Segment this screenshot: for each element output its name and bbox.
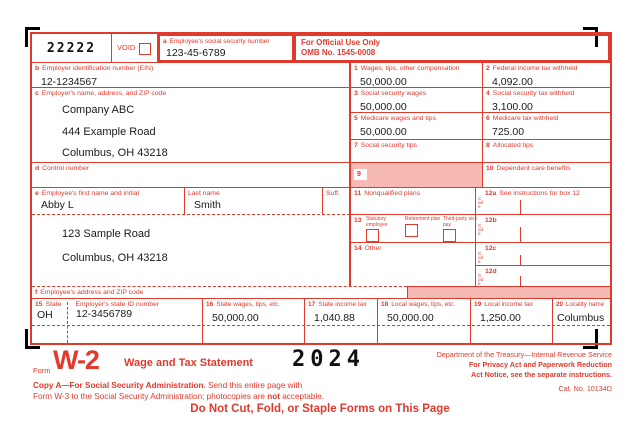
box-2-num: 2: [486, 65, 490, 72]
divider: [377, 325, 378, 343]
box-12b: [475, 214, 610, 242]
copy-a-rest: Send this entire page with: [205, 381, 303, 390]
box-11-label: Nonqualified plans: [364, 190, 421, 197]
box-12a-code-label: Code: [478, 196, 484, 209]
treasury-block: [437, 350, 612, 394]
ein-value[interactable]: 12-1234567: [41, 76, 98, 88]
box-12c-amount-divider: [520, 255, 521, 265]
statutory-employee-label: Statutory employee: [366, 216, 388, 228]
privacy-line2: Act Notice, see the separate instructions.: [471, 370, 612, 379]
box-3-num: 3: [354, 90, 358, 97]
employer-street[interactable]: 444 Example Road: [62, 126, 156, 138]
divider: [470, 325, 471, 343]
copy-a-line2-pre: Form W-3 to the Social Security Administration; photocopies are: [33, 392, 268, 401]
box-6-num: 6: [486, 115, 490, 122]
box-e-suffix: [322, 187, 350, 214]
divider: [552, 325, 553, 343]
box-12a-label: See instructions for box 12: [499, 190, 580, 197]
box-2-federal-tax: [482, 62, 610, 87]
box-f-num: f: [35, 289, 38, 296]
box-10-dependent-care: [482, 162, 610, 187]
void-cell: [112, 34, 158, 62]
box-16-label: State wages, tips, etc.: [216, 301, 280, 308]
state-row-2-empty: [32, 325, 610, 343]
box-6-value[interactable]: 725.00: [492, 126, 525, 138]
box-4-ss-tax: [482, 87, 610, 112]
copy-a-line2: [33, 391, 324, 402]
statutory-employee-checkbox[interactable]: [366, 229, 379, 242]
form-code-value: 22222: [46, 41, 97, 56]
box-15-state: [32, 298, 202, 325]
box-14-label: Other: [364, 245, 382, 252]
box-5-num: 5: [354, 115, 358, 122]
box-12b-code-label: Code: [478, 223, 484, 236]
box-c-num: c: [35, 90, 39, 97]
box-10-label: Dependent care benefits: [496, 165, 571, 172]
privacy-line1: For Privacy Act and Paperwork Reduction: [468, 360, 612, 369]
box-3-ss-wages: [350, 87, 482, 112]
box-11-nonqualified-plans: [350, 187, 475, 214]
box-20-num: 20: [556, 301, 563, 308]
box-19-num: 19: [474, 301, 482, 308]
box-1-label: Wages, tips, other compensation: [360, 65, 460, 72]
box-15-num: 15: [35, 301, 43, 308]
last-name-value[interactable]: Smith: [194, 199, 221, 211]
box-13-checkboxes: [350, 214, 478, 242]
box-1-wages: [350, 62, 482, 87]
box-3-label: Social security wages: [360, 90, 427, 97]
cat-number: Cat. No. 10134D: [558, 384, 612, 393]
box-d-control-number: [32, 162, 350, 187]
third-party-sick-pay-label: Third-party sick pay: [443, 216, 478, 228]
box-2-label: Federal income tax withheld: [492, 65, 578, 72]
box-14-other: [350, 242, 475, 286]
last-name-label: Last name: [188, 190, 220, 197]
box-12d-code-label: Code: [478, 273, 484, 286]
box-d-label: Control number: [42, 165, 90, 172]
box-13-num: 13: [354, 217, 362, 224]
box-17-num: 17: [308, 301, 316, 308]
box-e-first-name: [32, 187, 184, 214]
employer-city[interactable]: Columbus, OH 43218: [62, 147, 168, 159]
first-name-value[interactable]: Abby L: [41, 199, 74, 211]
state-value[interactable]: OH: [37, 309, 53, 321]
box-5-medicare-wages: [350, 112, 482, 139]
box-15-id-label: Employer's state ID number: [75, 301, 160, 308]
shaded-strip: [407, 286, 610, 298]
department-line: Department of the Treasury—Internal Revenue Service: [436, 350, 612, 359]
box-6-label: Medicare tax withheld: [492, 115, 559, 122]
box-12c: [475, 242, 610, 265]
box-16-num: 16: [206, 301, 214, 308]
box-18-local-wages: [377, 298, 470, 325]
box-20-label: Locality name: [565, 301, 605, 308]
box-12d-num: 12d: [485, 268, 497, 275]
box-3-value[interactable]: 50,000.00: [360, 101, 407, 113]
box-8-allocated-tips: [482, 139, 610, 162]
ssn-value[interactable]: 123-45-6789: [166, 47, 226, 59]
box-12d: [475, 265, 610, 286]
box-f-address-label: [32, 286, 407, 298]
suffix-label: Suff.: [326, 190, 340, 197]
box-10-num: 10: [486, 165, 494, 172]
official-use-box: [294, 34, 610, 62]
employee-street[interactable]: 123 Sample Road: [62, 228, 151, 240]
box-12c-num: 12c: [485, 245, 497, 252]
box-b-label: Employer identification number (EIN): [42, 65, 154, 72]
first-name-label: Employee's first name and initial: [41, 190, 140, 197]
form-title: Wage and Tax Statement: [124, 357, 253, 369]
form-number-title: W-2: [53, 345, 99, 375]
copy-a-bold: Copy A—For Social Security Administration.: [33, 381, 206, 390]
box-7-label: Social security tips: [360, 142, 418, 149]
w2-form-grid: [30, 32, 612, 345]
box-12a-num: 12a: [485, 190, 497, 197]
box-1-num: 1: [354, 65, 358, 72]
box-20-locality: [552, 298, 610, 325]
tax-year: 2024: [292, 347, 365, 372]
copy-a-line2-post: acceptable.: [279, 392, 325, 401]
box-18-value[interactable]: 50,000.00: [387, 312, 434, 324]
box-a-label: Employee's social security number: [169, 38, 270, 45]
box-17-state-income-tax: [304, 298, 377, 325]
box-12b-num: 12b: [485, 217, 497, 224]
box-14-num: 14: [354, 245, 362, 252]
box-8-label: Allocated tips: [492, 142, 534, 149]
state-id-divider: [67, 302, 68, 343]
box-4-label: Social security tax withheld: [492, 90, 575, 97]
box-5-label: Medicare wages and tips: [360, 115, 436, 122]
box-d-num: d: [35, 165, 40, 172]
box-4-num: 4: [486, 90, 490, 97]
box-9-num: 9: [354, 169, 367, 180]
box-12a-amount-divider: [520, 200, 521, 214]
employer-name[interactable]: Company ABC: [62, 104, 135, 116]
void-label: VOID: [117, 43, 136, 52]
box-8-num: 8: [486, 142, 490, 149]
box-17-value[interactable]: 1,040.88: [314, 312, 355, 324]
form-code-box: [32, 34, 112, 62]
box-2-value[interactable]: 4,092.00: [492, 76, 533, 88]
box-c-employer: [32, 87, 350, 162]
box-18-label: Local wages, tips, etc.: [391, 301, 456, 308]
box-9-shaded: [350, 162, 482, 187]
do-not-cut-warning: Do Not Cut, Fold, or Staple Forms on This Page: [190, 403, 450, 415]
employee-address-block: [32, 214, 350, 286]
box-12d-amount-divider: [520, 276, 521, 286]
retirement-plan-label: Retirement plan: [405, 216, 441, 222]
divider: [202, 325, 203, 343]
box-17-label: State income tax: [318, 301, 367, 308]
state-id-value[interactable]: 12-3456789: [76, 308, 133, 320]
box-b-num: b: [35, 65, 40, 72]
copy-a-line2-bold: not: [267, 392, 280, 401]
void-checkbox[interactable]: [139, 43, 151, 55]
box-19-value[interactable]: 1,250.00: [480, 312, 521, 324]
box-5-value[interactable]: 50,000.00: [360, 126, 407, 138]
box-c-label: Employer's name, address, and ZIP code: [41, 90, 167, 97]
box-12b-amount-divider: [520, 227, 521, 242]
retirement-plan-checkbox[interactable]: [405, 224, 418, 237]
box-11-num: 11: [354, 190, 362, 197]
box-f-label: Employee's address and ZIP code: [40, 289, 144, 296]
official-use-line2: OMB No. 1545-0008: [301, 48, 376, 57]
divider: [304, 325, 305, 343]
box-18-num: 18: [381, 301, 389, 308]
box-19-label: Local income tax: [484, 301, 534, 308]
box-7-ss-tips: [350, 139, 482, 162]
box-16-state-wages: [202, 298, 304, 325]
box-12c-code-label: Code: [478, 251, 484, 264]
box-1-value[interactable]: 50,000.00: [360, 76, 407, 88]
box-16-value[interactable]: 50,000.00: [212, 312, 259, 324]
copy-a-line1: [33, 380, 302, 391]
box-12a: [475, 187, 610, 214]
box-a-ssn: [158, 34, 294, 62]
box-15-state-label: State: [45, 301, 62, 308]
official-use-line1: For Official Use Only: [301, 38, 381, 47]
box-b-ein: [32, 62, 350, 87]
box-6-medicare-tax: [482, 112, 610, 139]
employee-city[interactable]: Columbus, OH 43218: [62, 252, 168, 264]
third-party-sick-pay-checkbox[interactable]: [443, 229, 456, 242]
box-20-value[interactable]: Columbus: [557, 312, 605, 324]
box-19-local-income-tax: [470, 298, 552, 325]
box-e-num: e: [35, 190, 39, 197]
box-e-last-name: [184, 187, 322, 214]
box-a-num: a: [163, 38, 167, 45]
box-4-value[interactable]: 3,100.00: [492, 101, 533, 113]
form-word-label: Form: [33, 366, 51, 375]
box-7-num: 7: [354, 142, 358, 149]
